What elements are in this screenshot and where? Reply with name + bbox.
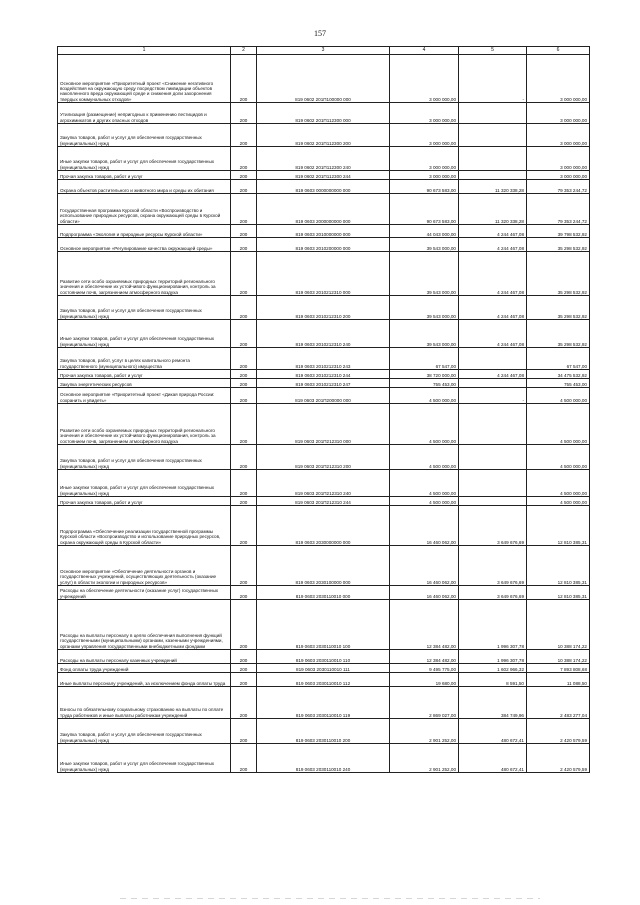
row-code-cell: 200	[231, 470, 257, 497]
row-code-cell: 200	[231, 379, 257, 388]
row-approved-cell: 39 543 000,00	[390, 238, 459, 252]
row-remaining-cell: 3 000 000,00	[527, 171, 590, 180]
table-row	[58, 470, 590, 497]
row-approved-cell: 16 460 062,00	[390, 586, 459, 600]
column-header-2: 2	[231, 47, 257, 55]
table-row	[58, 664, 590, 673]
row-remaining-cell: 79 353 244,72	[527, 180, 590, 194]
row-remaining-cell: 35 298 532,92	[527, 320, 590, 348]
table-row	[58, 546, 590, 586]
row-executed-cell	[459, 147, 527, 171]
row-executed-cell: 480 672,41	[459, 719, 527, 744]
row-executed-cell: -	[459, 388, 527, 404]
row-kbk-cell: 819 0603 201П212310 240	[257, 470, 390, 497]
row-kbk-cell: 819 0603 2010212310 247	[257, 379, 390, 388]
table-row	[58, 586, 590, 600]
row-remaining-cell: 3 000 000,00	[527, 147, 590, 171]
row-remaining-cell: 34 475 532,92	[527, 370, 590, 379]
table-header-row	[58, 47, 590, 55]
row-name-cell: Расходы на выплаты персоналу казенных учреждений	[58, 650, 231, 664]
row-code-cell: 200	[231, 506, 257, 546]
row-code-cell: 200	[231, 296, 257, 320]
row-approved-cell: 4 500 000,00	[390, 470, 459, 497]
row-code-cell: 200	[231, 171, 257, 180]
row-remaining-cell: 10 388 174,22	[527, 600, 590, 650]
row-remaining-cell: 39 798 532,92	[527, 225, 590, 238]
row-remaining-cell: 12 810 385,31	[527, 586, 590, 600]
row-executed-cell: -	[459, 55, 527, 103]
row-executed-cell	[459, 404, 527, 445]
table-row	[58, 687, 590, 719]
row-kbk-cell: 819 0603 2010212310 244	[257, 370, 390, 379]
row-kbk-cell: 819 0603 2030110010 100	[257, 600, 390, 650]
row-name-cell: Основное мероприятие «Приоритетный проект «Дикая природа России: сохранить и увидеть»	[58, 388, 231, 404]
row-executed-cell: 4 244 467,08	[459, 225, 527, 238]
row-code-cell: 200	[231, 180, 257, 194]
row-approved-cell: 39 543 000,00	[390, 252, 459, 296]
row-executed-cell	[459, 124, 527, 147]
row-name-cell: Подпрограмма «Обеспечение реализации государственной программы Курской области «Воспроизводство и использование природных ресурсов, охрана окружающей среды в Курской области»	[58, 506, 231, 546]
row-approved-cell: 3 000 000,00	[390, 124, 459, 147]
row-remaining-cell: 12 810 385,31	[527, 506, 590, 546]
row-remaining-cell: 3 000 000,00	[527, 124, 590, 147]
row-kbk-cell: 819 0603 2030110010 111	[257, 664, 390, 673]
row-name-cell: Утилизация (размещение) непригодных к применению пестицидов и агрохимикатов и других опасных отходов	[58, 103, 231, 124]
row-code-cell: 200	[231, 719, 257, 744]
row-executed-cell	[459, 171, 527, 180]
row-executed-cell: 1 996 307,78	[459, 650, 527, 664]
row-executed-cell	[459, 103, 527, 124]
table-row	[58, 238, 590, 252]
row-code-cell: 200	[231, 320, 257, 348]
row-name-cell: Иные закупки товаров, работ и услуг для обеспечения государственных (муниципальных) нужд	[58, 470, 231, 497]
row-kbk-cell: 819 0603 201П200000 000	[257, 388, 390, 404]
column-header-4: 4	[390, 47, 459, 55]
row-approved-cell: 2 901 252,00	[390, 744, 459, 773]
row-executed-cell: 4 244 467,08	[459, 320, 527, 348]
row-executed-cell: 4 244 467,08	[459, 370, 527, 379]
row-approved-cell: 4 500 000,00	[390, 497, 459, 506]
row-remaining-cell: 10 388 174,22	[527, 650, 590, 664]
row-code-cell: 200	[231, 600, 257, 650]
row-kbk-cell: 819 0603 2030110010 112	[257, 673, 390, 687]
row-executed-cell: 3 649 676,69	[459, 506, 527, 546]
row-name-cell: Закупка товаров, работ и услуг для обеспечения государственных (муниципальных) нужд	[58, 296, 231, 320]
page-number: 157	[314, 29, 326, 38]
scan-artifact-line	[120, 898, 540, 899]
row-approved-cell: 4 500 000,00	[390, 445, 459, 470]
row-name-cell: Государственная программа Курской области «Воспроизводство и использование природных ресурсов, охрана окружающей среды в Курской области»	[58, 194, 231, 225]
row-executed-cell: 4 244 467,08	[459, 296, 527, 320]
row-kbk-cell: 819 0603 2010200000 000	[257, 238, 390, 252]
table-row	[58, 124, 590, 147]
row-kbk-cell: 819 0603 2030110010 110	[257, 650, 390, 664]
row-code-cell: 200	[231, 147, 257, 171]
row-remaining-cell: 2 483 277,04	[527, 687, 590, 719]
row-remaining-cell: 67 547,00	[527, 348, 590, 370]
row-name-cell: Закупка товаров, работ, услуг в целях капитального ремонта государственного (муниципального) имущества	[58, 348, 231, 370]
row-approved-cell: 12 384 482,00	[390, 600, 459, 650]
row-name-cell: Взносы по обязательному социальному страхованию на выплаты по оплате труда работников и иные выплаты работникам учреждений	[58, 687, 231, 719]
table-row	[58, 650, 590, 664]
table-row	[58, 348, 590, 370]
row-code-cell: 200	[231, 194, 257, 225]
row-code-cell: 200	[231, 650, 257, 664]
row-name-cell: Прочая закупка товаров, работ и услуг	[58, 370, 231, 379]
row-remaining-cell: 4 500 000,00	[527, 497, 590, 506]
table-row	[58, 388, 590, 404]
row-name-cell: Закупка энергетических ресурсов	[58, 379, 231, 388]
row-kbk-cell: 819 0603 2030110010 000	[257, 586, 390, 600]
row-approved-cell: 44 043 000,00	[390, 225, 459, 238]
table-row	[58, 180, 590, 194]
table-row	[58, 171, 590, 180]
table-row	[58, 296, 590, 320]
row-kbk-cell: 819 0602 201П112300 244	[257, 171, 390, 180]
row-executed-cell: 1 996 307,78	[459, 600, 527, 650]
table-row	[58, 252, 590, 296]
row-code-cell: 200	[231, 370, 257, 379]
row-name-cell: Расходы на обеспечение деятельности (оказание услуг) государственных учреждений	[58, 586, 231, 600]
row-name-cell: Основное мероприятие «Обеспечение деятельности органов и государственных учреждений, осуществляющих деятельность (оказание услуг) в области экологии и природных ресурсов»	[58, 546, 231, 586]
row-executed-cell: 480 672,41	[459, 744, 527, 773]
row-name-cell: Расходы на выплаты персоналу в целях обеспечения выполнения функций государственными (муниципальными) органами, казенными учреждениями, органами управления государственными внебюджетными фондами	[58, 600, 231, 650]
row-executed-cell	[459, 497, 527, 506]
table-row	[58, 404, 590, 445]
row-kbk-cell: 819 0603 2030110010 119	[257, 687, 390, 719]
table-row	[58, 506, 590, 546]
row-approved-cell: 90 673 583,00	[390, 194, 459, 225]
table-row	[58, 103, 590, 124]
row-name-cell: Подпрограмма «Экология и природные ресурсы Курской области»	[58, 225, 231, 238]
table-row	[58, 147, 590, 171]
row-name-cell: Закупка товаров, работ и услуг для обеспечения государственных (муниципальных) нужд	[58, 124, 231, 147]
row-name-cell: Основное мероприятие «Регулирование качества окружающей среды»	[58, 238, 231, 252]
row-kbk-cell: 819 0603 2030100000 000	[257, 546, 390, 586]
row-executed-cell	[459, 470, 527, 497]
row-name-cell: Закупка товаров, работ и услуг для обеспечения государственных (муниципальных) нужд	[58, 445, 231, 470]
row-approved-cell: 3 000 000,00	[390, 147, 459, 171]
table-row	[58, 370, 590, 379]
row-approved-cell: 2 901 252,00	[390, 719, 459, 744]
row-approved-cell: 67 547,00	[390, 348, 459, 370]
row-approved-cell: 90 673 583,00	[390, 180, 459, 194]
row-approved-cell: 3 000 000,00	[390, 171, 459, 180]
row-code-cell: 200	[231, 124, 257, 147]
row-kbk-cell: 819 0602 201П100000 000	[257, 55, 390, 103]
row-code-cell: 200	[231, 586, 257, 600]
table-row	[58, 379, 590, 388]
row-name-cell: Прочая закупка товаров, работ и услуг	[58, 497, 231, 506]
table-body	[58, 55, 590, 773]
row-kbk-cell: 819 0602 201П112300 240	[257, 147, 390, 171]
row-code-cell: 200	[231, 687, 257, 719]
row-kbk-cell: 819 0602 201П112300 200	[257, 124, 390, 147]
row-kbk-cell: 819 0603 201П212310 000	[257, 404, 390, 445]
row-remaining-cell: 79 353 244,72	[527, 194, 590, 225]
row-executed-cell	[459, 379, 527, 388]
row-executed-cell: 3 649 676,69	[459, 586, 527, 600]
row-kbk-cell: 819 0603 2000000000 000	[257, 194, 390, 225]
row-approved-cell: 755 453,00	[390, 379, 459, 388]
row-code-cell: 200	[231, 445, 257, 470]
row-kbk-cell: 819 0603 2010212310 240	[257, 320, 390, 348]
row-executed-cell: 11 320 338,28	[459, 180, 527, 194]
row-approved-cell: 16 460 062,00	[390, 546, 459, 586]
row-remaining-cell: 12 810 385,31	[527, 546, 590, 586]
row-executed-cell: 4 244 467,08	[459, 238, 527, 252]
table-row	[58, 744, 590, 773]
row-remaining-cell: 3 000 000,00	[527, 55, 590, 103]
row-name-cell: Развитие сети особо охраняемых природных территорий регионального значения и обеспечение их устойчивого функционирования, контроль за состоянием почв, загрязнением атмосферного воздуха	[58, 404, 231, 445]
row-remaining-cell: 755 453,00	[527, 379, 590, 388]
row-code-cell: 200	[231, 497, 257, 506]
row-approved-cell: 4 500 000,00	[390, 404, 459, 445]
row-executed-cell: 4 244 467,08	[459, 252, 527, 296]
table-row	[58, 55, 590, 103]
row-approved-cell: 3 000 000,00	[390, 103, 459, 124]
row-kbk-cell: 819 0603 2010000000 000	[257, 225, 390, 238]
row-executed-cell: 3 649 676,69	[459, 546, 527, 586]
row-remaining-cell: 35 298 532,92	[527, 238, 590, 252]
row-approved-cell: 4 500 000,00	[390, 388, 459, 404]
row-remaining-cell: 35 298 532,92	[527, 252, 590, 296]
row-code-cell: 200	[231, 744, 257, 773]
row-kbk-cell: 819 0602 201П112300 000	[257, 103, 390, 124]
row-code-cell: 200	[231, 252, 257, 296]
row-code-cell: 200	[231, 103, 257, 124]
row-executed-cell: 8 591,50	[459, 673, 527, 687]
row-remaining-cell: 7 893 808,68	[527, 664, 590, 673]
row-name-cell: Фонд оплаты труда учреждений	[58, 664, 231, 673]
row-approved-cell: 3 000 000,00	[390, 55, 459, 103]
row-name-cell: Иные закупки товаров, работ и услуг для обеспечения государственных (муниципальных) нужд	[58, 147, 231, 171]
row-remaining-cell: 4 500 000,00	[527, 404, 590, 445]
row-code-cell: 200	[231, 546, 257, 586]
row-remaining-cell: 2 420 579,59	[527, 719, 590, 744]
row-remaining-cell: 4 500 000,00	[527, 388, 590, 404]
row-code-cell: 200	[231, 388, 257, 404]
table-row	[58, 600, 590, 650]
row-name-cell: Прочая закупка товаров, работ и услуг	[58, 171, 231, 180]
table-row	[58, 225, 590, 238]
row-code-cell: 200	[231, 664, 257, 673]
row-code-cell: 200	[231, 348, 257, 370]
table-row	[58, 673, 590, 687]
row-name-cell: Основное мероприятие «Приоритетный проект «Снижение негативного воздействия на окружающую среду посредством ликвидации объектов накопленного вреда окружающей среде и снижения доли захоронения твердых коммунальных отходов»	[58, 55, 231, 103]
row-executed-cell: 384 749,96	[459, 687, 527, 719]
row-remaining-cell: 3 000 000,00	[527, 103, 590, 124]
row-code-cell: 200	[231, 238, 257, 252]
row-kbk-cell: 819 0603 0000000000 000	[257, 180, 390, 194]
row-kbk-cell: 819 0603 2030110010 240	[257, 744, 390, 773]
row-executed-cell: 1 602 966,32	[459, 664, 527, 673]
row-name-cell: Иные выплаты персоналу учреждений, за исключением фонда оплаты труда	[58, 673, 231, 687]
row-name-cell: Иные закупки товаров, работ и услуг для обеспечения государственных (муниципальных) нужд	[58, 744, 231, 773]
row-kbk-cell: 819 0603 2010212310 000	[257, 252, 390, 296]
row-kbk-cell: 819 0603 2030000000 000	[257, 506, 390, 546]
row-kbk-cell: 819 0603 201П212310 244	[257, 497, 390, 506]
row-approved-cell: 38 720 000,00	[390, 370, 459, 379]
table-row	[58, 445, 590, 470]
column-header-5: 5	[459, 47, 527, 55]
row-kbk-cell: 819 0603 2030110010 200	[257, 719, 390, 744]
table-row	[58, 320, 590, 348]
column-header-1: 1	[58, 47, 231, 55]
row-remaining-cell: 35 298 532,92	[527, 296, 590, 320]
row-name-cell: Закупка товаров, работ и услуг для обеспечения государственных (муниципальных) нужд	[58, 719, 231, 744]
row-approved-cell: 9 495 775,00	[390, 664, 459, 673]
row-approved-cell: 19 680,00	[390, 673, 459, 687]
column-header-6: 6	[527, 47, 590, 55]
row-code-cell: 200	[231, 673, 257, 687]
row-kbk-cell: 819 0603 2010212310 243	[257, 348, 390, 370]
row-executed-cell	[459, 445, 527, 470]
row-code-cell: 200	[231, 404, 257, 445]
table-row	[58, 194, 590, 225]
row-remaining-cell: 11 088,50	[527, 673, 590, 687]
row-approved-cell: 39 543 000,00	[390, 296, 459, 320]
row-remaining-cell: 2 420 579,59	[527, 744, 590, 773]
row-remaining-cell: 4 500 000,00	[527, 445, 590, 470]
row-name-cell: Иные закупки товаров, работ и услуг для обеспечения государственных (муниципальных) нужд	[58, 320, 231, 348]
row-approved-cell: 16 460 062,00	[390, 506, 459, 546]
row-code-cell: 200	[231, 225, 257, 238]
column-header-3: 3	[257, 47, 390, 55]
table-row	[58, 497, 590, 506]
table-row	[58, 719, 590, 744]
row-approved-cell: 39 543 000,00	[390, 320, 459, 348]
row-approved-cell: 12 384 482,00	[390, 650, 459, 664]
row-name-cell: Охрана объектов растительного и животного мира и среды их обитания	[58, 180, 231, 194]
row-kbk-cell: 819 0603 201П212310 200	[257, 445, 390, 470]
row-executed-cell: 11 320 338,28	[459, 194, 527, 225]
row-code-cell: 200	[231, 55, 257, 103]
row-name-cell: Развитие сети особо охраняемых природных территорий регионального значения и обеспечение их устойчивого функционирования, контроль за состоянием почв, загрязнением атмосферного воздуха	[58, 252, 231, 296]
row-kbk-cell: 819 0603 2010212310 200	[257, 296, 390, 320]
budget-table	[57, 46, 590, 773]
row-remaining-cell: 4 500 000,00	[527, 470, 590, 497]
row-executed-cell	[459, 348, 527, 370]
row-approved-cell: 2 869 027,00	[390, 687, 459, 719]
